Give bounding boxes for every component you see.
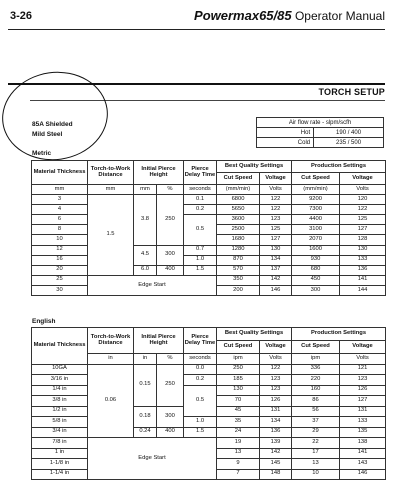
bq-speed-cell: 45 — [217, 406, 260, 417]
bq-speed-cell: 2500 — [217, 225, 260, 235]
p-speed-cell: 86 — [292, 396, 340, 407]
thickness-cell: 1-1/4 in — [32, 469, 88, 480]
p-speed-cell: 220 — [292, 375, 340, 386]
col-p-voltage: Voltage — [340, 173, 386, 185]
thickness-cell: 25 — [32, 275, 88, 285]
p-speed-cell: 56 — [292, 406, 340, 417]
unit-cell: Volts — [340, 185, 386, 195]
delay-cell: 0.0 — [184, 364, 217, 375]
pierce-height-cell: 6.0 — [134, 265, 157, 275]
p-speed-cell: 2070 — [292, 235, 340, 245]
airflow-value: 235 / 500 — [314, 138, 384, 148]
pierce-pct-cell: 300 — [157, 406, 184, 427]
pierce-height-cell: 0.18 — [134, 406, 157, 427]
delay-cell: 0.2 — [184, 205, 217, 215]
english-cut-chart — [31, 327, 386, 480]
p-volt-cell: 125 — [340, 215, 386, 225]
unit-cell: (mm/min) — [292, 185, 340, 195]
bq-speed-cell: 6800 — [217, 195, 260, 205]
pierce-pct-cell: 250 — [157, 364, 184, 406]
bq-volt-cell: 127 — [260, 235, 292, 245]
thickness-cell: 5/8 in — [32, 417, 88, 428]
p-speed-cell: 336 — [292, 364, 340, 375]
delay-cell: 0.5 — [184, 215, 217, 245]
p-volt-cell: 122 — [340, 205, 386, 215]
col-p-cut-speed: Cut Speed — [292, 173, 340, 185]
unit-cell: in — [134, 354, 157, 365]
p-speed-cell: 160 — [292, 385, 340, 396]
header-rule — [8, 29, 385, 30]
col-initial-pierce: Initial Pierce Height — [134, 328, 184, 354]
unit-cell: % — [157, 354, 184, 365]
distance-cell: 1.5 — [88, 195, 134, 276]
p-volt-cell: 138 — [340, 438, 386, 449]
p-volt-cell: 126 — [340, 385, 386, 396]
airflow-value: 190 / 400 — [314, 128, 384, 138]
p-speed-cell: 37 — [292, 417, 340, 428]
p-speed-cell: 450 — [292, 275, 340, 285]
bq-speed-cell: 7 — [217, 469, 260, 480]
unit-cell: Volts — [260, 354, 292, 365]
thickness-cell: 3/16 in — [32, 375, 88, 386]
bq-volt-cell: 131 — [260, 406, 292, 417]
bq-speed-cell: 200 — [217, 285, 260, 295]
p-volt-cell: 146 — [340, 469, 386, 480]
manual-brand: Powermax65/85 — [194, 8, 292, 23]
delay-cell: 1.0 — [184, 255, 217, 265]
thickness-cell: 7/8 in — [32, 438, 88, 449]
p-volt-cell: 133 — [340, 255, 386, 265]
table-row — [32, 255, 386, 265]
p-speed-cell: 9200 — [292, 195, 340, 205]
bq-speed-cell: 1680 — [217, 235, 260, 245]
unit-cell: mm — [134, 185, 157, 195]
preset-material: Mild Steel — [32, 131, 63, 138]
p-volt-cell: 128 — [340, 235, 386, 245]
p-volt-cell: 141 — [340, 448, 386, 459]
bq-speed-cell: 130 — [217, 385, 260, 396]
unit-cell: mm — [32, 185, 88, 195]
thickness-cell: 1/2 in — [32, 406, 88, 417]
col-production: Production Settings — [292, 328, 386, 341]
page-header — [0, 0, 415, 34]
col-bq-voltage: Voltage — [260, 341, 292, 354]
delay-cell: 0.2 — [184, 375, 217, 386]
col-p-cut-speed: Cut Speed — [292, 341, 340, 354]
p-speed-cell: 930 — [292, 255, 340, 265]
bq-volt-cell: 126 — [260, 396, 292, 407]
bq-volt-cell: 123 — [260, 375, 292, 386]
col-material-thickness: Material Thickness — [32, 161, 88, 185]
bq-volt-cell: 123 — [260, 215, 292, 225]
pierce-pct-cell: 300 — [157, 245, 184, 265]
pierce-pct-cell: 400 — [157, 427, 184, 438]
bq-speed-cell: 13 — [217, 448, 260, 459]
delay-cell: 1.5 — [184, 427, 217, 438]
bq-volt-cell: 123 — [260, 385, 292, 396]
bq-speed-cell: 70 — [217, 396, 260, 407]
col-best-quality: Best Quality Settings — [217, 328, 292, 341]
col-bq-cut-speed: Cut Speed — [217, 341, 260, 354]
p-speed-cell: 4400 — [292, 215, 340, 225]
thickness-cell: 6 — [32, 215, 88, 225]
p-speed-cell: 3100 — [292, 225, 340, 235]
p-volt-cell: 143 — [340, 459, 386, 470]
bq-speed-cell: 250 — [217, 364, 260, 375]
table-row — [32, 385, 386, 396]
bq-volt-cell: 139 — [260, 438, 292, 449]
pierce-pct-cell: 250 — [157, 195, 184, 245]
airflow-table — [256, 117, 384, 148]
unit-cell: ipm — [217, 354, 260, 365]
edge-start-cell: Edge Start — [88, 438, 217, 480]
thickness-cell: 1-1/8 in — [32, 459, 88, 470]
bq-speed-cell: 1280 — [217, 245, 260, 255]
delay-cell: 0.1 — [184, 195, 217, 205]
p-volt-cell: 135 — [340, 427, 386, 438]
bq-volt-cell: 145 — [260, 459, 292, 470]
col-p-voltage: Voltage — [340, 341, 386, 354]
bq-speed-cell: 35 — [217, 417, 260, 428]
unit-cell: % — [157, 185, 184, 195]
p-volt-cell: 144 — [340, 285, 386, 295]
thickness-cell: 4 — [32, 205, 88, 215]
p-speed-cell: 29 — [292, 427, 340, 438]
p-volt-cell: 127 — [340, 225, 386, 235]
thickness-cell: 16 — [32, 255, 88, 265]
table-row — [32, 375, 386, 386]
bq-speed-cell: 185 — [217, 375, 260, 386]
p-volt-cell: 121 — [340, 364, 386, 375]
table-row — [32, 438, 386, 449]
unit-cell: seconds — [184, 354, 217, 365]
p-volt-cell: 136 — [340, 265, 386, 275]
pierce-pct-cell: 400 — [157, 265, 184, 275]
bq-volt-cell: 142 — [260, 448, 292, 459]
p-speed-cell: 300 — [292, 285, 340, 295]
preset-process: 85A Shielded — [32, 121, 73, 128]
col-bq-voltage: Voltage — [260, 173, 292, 185]
thickness-cell: 30 — [32, 285, 88, 295]
bq-volt-cell: 125 — [260, 225, 292, 235]
col-pierce-delay: Pierce Delay Time — [184, 328, 217, 354]
col-pierce-delay: Pierce Delay Time — [184, 161, 217, 185]
section-title: TORCH SETUP — [318, 87, 385, 97]
p-volt-cell: 141 — [340, 275, 386, 285]
p-speed-cell: 22 — [292, 438, 340, 449]
unit-cell: seconds — [184, 185, 217, 195]
thickness-cell: 10 — [32, 235, 88, 245]
bq-volt-cell: 122 — [260, 195, 292, 205]
col-initial-pierce: Initial Pierce Height — [134, 161, 184, 185]
bq-speed-cell: 870 — [217, 255, 260, 265]
bq-volt-cell: 122 — [260, 205, 292, 215]
p-volt-cell: 133 — [340, 417, 386, 428]
distance-cell: 0.06 — [88, 364, 134, 438]
thickness-cell: 8 — [32, 225, 88, 235]
bq-speed-cell: 5650 — [217, 205, 260, 215]
delay-cell: 0.7 — [184, 245, 217, 255]
table-row — [32, 364, 386, 375]
bq-volt-cell: 136 — [260, 427, 292, 438]
bq-speed-cell: 9 — [217, 459, 260, 470]
bq-volt-cell: 130 — [260, 245, 292, 255]
p-speed-cell: 10 — [292, 469, 340, 480]
pierce-height-cell: 4.5 — [134, 245, 157, 265]
col-bq-cut-speed: Cut Speed — [217, 173, 260, 185]
airflow-label: Hot — [257, 128, 314, 138]
bq-volt-cell: 137 — [260, 265, 292, 275]
bq-volt-cell: 142 — [260, 275, 292, 285]
pierce-height-cell: 0.15 — [134, 364, 157, 406]
bq-speed-cell: 570 — [217, 265, 260, 275]
pierce-height-cell: 0.24 — [134, 427, 157, 438]
bq-volt-cell: 134 — [260, 255, 292, 265]
p-volt-cell: 123 — [340, 375, 386, 386]
p-speed-cell: 7300 — [292, 205, 340, 215]
bq-volt-cell: 134 — [260, 417, 292, 428]
thickness-cell: 10GA — [32, 364, 88, 375]
delay-cell: 1.5 — [184, 265, 217, 275]
page-number: 3-26 — [10, 10, 33, 22]
manual-subtitle: Operator Manual — [294, 9, 385, 23]
unit-cell: Volts — [260, 185, 292, 195]
bq-speed-cell: 350 — [217, 275, 260, 285]
thickness-cell: 12 — [32, 245, 88, 255]
table-row — [32, 245, 386, 255]
bq-volt-cell: 148 — [260, 469, 292, 480]
unit-cell: ipm — [292, 354, 340, 365]
col-material-thickness: Material Thickness — [32, 328, 88, 365]
edge-start-cell: Edge Start — [88, 275, 217, 295]
metric-label: Metric — [32, 150, 52, 157]
p-speed-cell: 13 — [292, 459, 340, 470]
english-label: English — [32, 318, 56, 325]
unit-cell: (mm/min) — [217, 185, 260, 195]
table-row — [32, 215, 386, 225]
unit-cell: mm — [88, 185, 134, 195]
p-volt-cell: 120 — [340, 195, 386, 205]
metric-cut-chart — [31, 160, 386, 296]
thickness-cell: 3/8 in — [32, 396, 88, 407]
p-speed-cell: 1600 — [292, 245, 340, 255]
thickness-cell: 3 — [32, 195, 88, 205]
airflow-title: Air flow rate - slpm/scfh — [257, 118, 384, 128]
thickness-cell: 3/4 in — [32, 427, 88, 438]
bq-speed-cell: 19 — [217, 438, 260, 449]
table-row — [32, 265, 386, 275]
bq-volt-cell: 146 — [260, 285, 292, 295]
col-production: Production Settings — [292, 161, 386, 173]
airflow-label: Cold — [257, 138, 314, 148]
p-speed-cell: 680 — [292, 265, 340, 275]
thickness-cell: 1 in — [32, 448, 88, 459]
table-row — [32, 195, 386, 205]
hand-drawn-circle — [0, 65, 114, 167]
table-row — [32, 417, 386, 428]
p-volt-cell: 131 — [340, 406, 386, 417]
bq-speed-cell: 3600 — [217, 215, 260, 225]
bq-speed-cell: 24 — [217, 427, 260, 438]
col-torch-to-work: Torch-to-Work Distance — [88, 161, 134, 185]
unit-cell: in — [88, 354, 134, 365]
manual-title — [194, 8, 385, 23]
bq-volt-cell: 122 — [260, 364, 292, 375]
unit-cell: Volts — [340, 354, 386, 365]
p-volt-cell: 130 — [340, 245, 386, 255]
table-row — [32, 205, 386, 215]
table-row — [32, 427, 386, 438]
p-volt-cell: 127 — [340, 396, 386, 407]
delay-cell: 1.0 — [184, 417, 217, 428]
thickness-cell: 1/4 in — [32, 385, 88, 396]
pierce-height-cell: 3.8 — [134, 195, 157, 245]
delay-cell: 0.5 — [184, 385, 217, 417]
col-torch-to-work: Torch-to-Work Distance — [88, 328, 134, 354]
table-row — [32, 275, 386, 285]
thickness-cell: 20 — [32, 265, 88, 275]
col-best-quality: Best Quality Settings — [217, 161, 292, 173]
p-speed-cell: 17 — [292, 448, 340, 459]
